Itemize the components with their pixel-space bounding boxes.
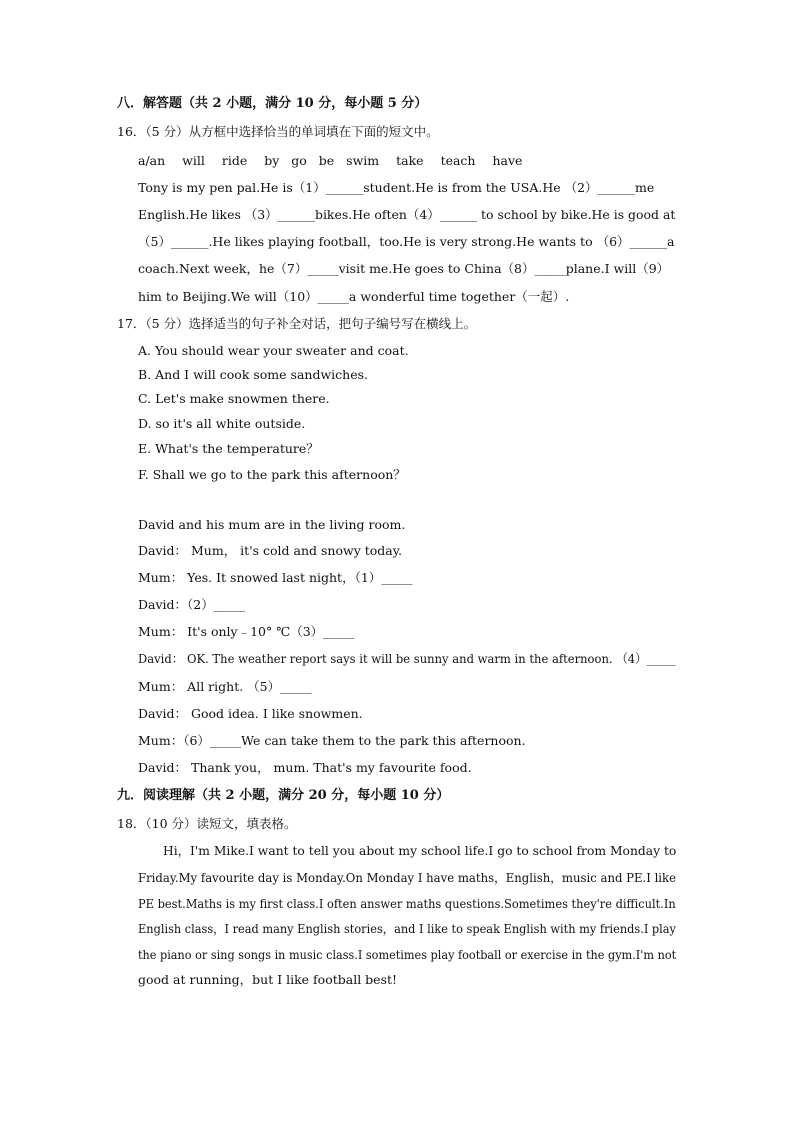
dialogue-line: David： Thank you， mum. That's my favourite food.: [138, 760, 472, 775]
option-b: B. And I will cook some sandwiches.: [138, 367, 368, 382]
dialogue-line: David： Good idea. I like snowmen.: [138, 706, 363, 721]
word-bank-item: by: [264, 153, 280, 168]
passage-line: Tony is my pen pal.He is（1）______student.He is from the USA.He （2）______me: [138, 180, 655, 195]
reading-passage-line: Hi，I'm Mike.I want to tell you about my school life.I go to school from Monday to: [163, 843, 677, 858]
reading-passage-line: good at running，but I like football best!: [138, 972, 398, 987]
passage-line: （5）______.He likes playing football，too.He is very strong.He wants to （6）______a: [138, 234, 675, 249]
dialogue-intro: David and his mum are in the living room.: [138, 517, 406, 532]
word-bank-item: swim: [346, 153, 380, 168]
option-f: F. Shall we go to the park this afternoon？: [138, 467, 406, 482]
question-16-stem: 16．（5 分）从方框中选择恰当的单词填在下面的短文中。: [117, 124, 439, 139]
word-bank: [138, 153, 535, 169]
word-bank-item: go: [291, 153, 307, 168]
dialogue-line: David：（2）_____: [138, 597, 245, 612]
word-bank-item: be: [318, 153, 335, 168]
dialogue-line: David： Mum， it's cold and snowy today.: [138, 543, 403, 558]
passage-line: coach.Next week，he（7）_____visit me.He goes to China（8）_____plane.I will（9）: [138, 261, 670, 276]
word-bank-item: have: [492, 153, 523, 168]
dialogue-line: David： OK. The weather report says it will be sunny and warm in the afternoon. （4）_____: [138, 651, 676, 666]
section-9-heading: 九．阅读理解（共 2 小题，满分 20 分，每小题 10 分）: [117, 788, 450, 803]
word-bank-item: teach: [440, 153, 476, 168]
option-a: A. You should wear your sweater and coat.: [138, 343, 409, 358]
dialogue-line: Mum： It's only﹣10° ℃（3）_____: [138, 624, 355, 639]
question-18-stem: 18．（10 分）读短文，填表格。: [117, 816, 297, 831]
reading-passage-line: Friday.My favourite day is Monday.On Monday I have maths，English，music and PE.I like: [138, 870, 677, 885]
dialogue-line: Mum： Yes. It snowed last night，（1）_____: [138, 570, 413, 585]
reading-passage-line: the piano or sing songs in music class.I sometimes play football or exercise in the gym.I'm not: [138, 947, 677, 962]
reading-passage-line: English class，I read many English stories，and I like to speak English with my friends.I play: [138, 921, 676, 936]
passage-line: him to Beijing.We will（10）_____a wonderful time together（一起）.: [138, 289, 570, 304]
dialogue-line: Mum：（6）_____We can take them to the park this afternoon.: [138, 733, 526, 748]
option-e: E. What's the temperature？: [138, 441, 319, 456]
word-bank-item: ride: [221, 153, 248, 168]
word-bank-item: a/an: [138, 153, 166, 168]
question-17-stem: 17．（5 分）选择适当的句子补全对话，把句子编号写在横线上。: [117, 316, 477, 331]
reading-passage-line: PE best.Maths is my first class.I often answer maths questions.Sometimes they're difficult.In: [138, 896, 676, 911]
option-d: D. so it's all white outside.: [138, 416, 306, 431]
word-bank-item: will: [182, 153, 205, 168]
word-bank-item: take: [396, 153, 424, 168]
passage-line: English.He likes （3）______bikes.He often（4）______ to school by bike.He is good at: [138, 207, 676, 222]
dialogue-line: Mum： All right. （5）_____: [138, 679, 312, 694]
option-c: C. Let's make snowmen there.: [138, 391, 330, 406]
section-8-heading: 八．解答题（共 2 小题，满分 10 分，每小题 5 分）: [117, 96, 428, 111]
